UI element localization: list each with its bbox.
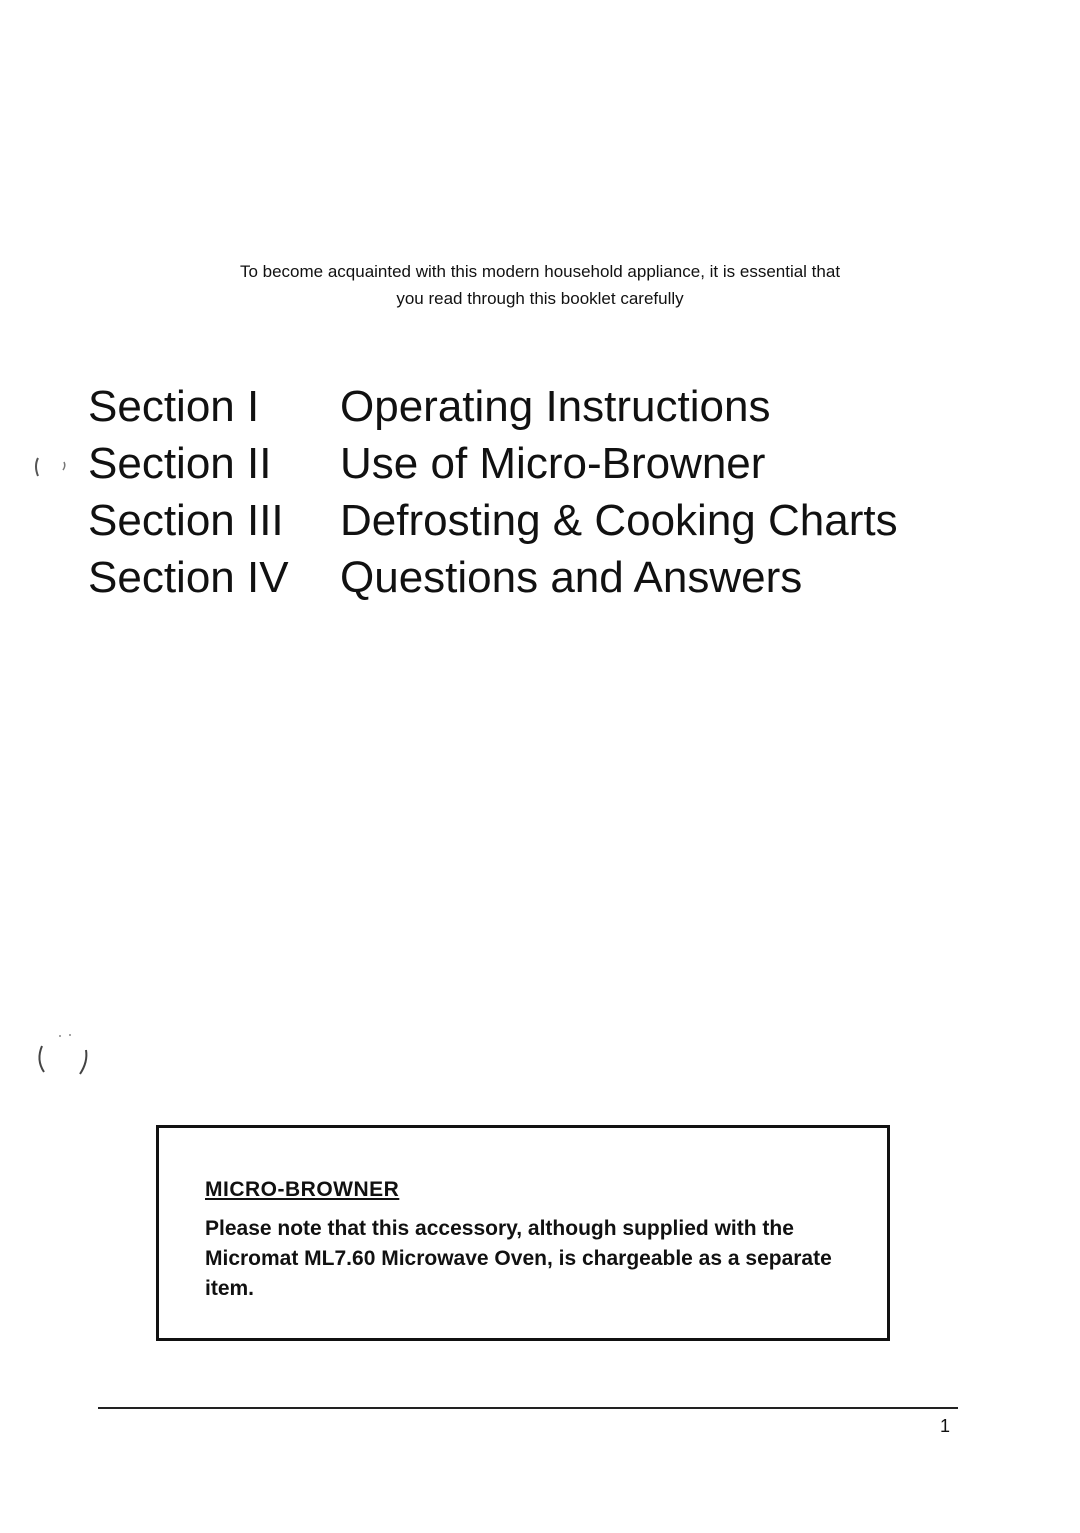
intro-line-2: you read through this booklet carefully	[396, 289, 684, 308]
notice-heading: MICRO-BROWNER	[205, 1178, 400, 1201]
section-number: Section IV	[88, 553, 289, 602]
punch-hole-mark-bottom	[30, 1032, 100, 1080]
section-list	[88, 378, 988, 606]
section-title: Questions and Answers	[340, 553, 803, 602]
page-number: 1	[940, 1416, 951, 1436]
notice-box	[156, 1125, 890, 1341]
section-number: Section II	[88, 439, 272, 488]
footer-divider	[98, 1407, 958, 1409]
intro-line-1: To become acquainted with this modern household appliance, it is essential that	[239, 262, 841, 281]
section-row-4	[88, 549, 988, 606]
section-row-2	[88, 435, 988, 492]
section-number: Section I	[88, 382, 260, 431]
section-row-3	[88, 492, 988, 549]
section-number: Section III	[88, 496, 284, 545]
section-title: Operating Instructions	[340, 382, 771, 431]
intro-text	[60, 258, 1020, 312]
notice-body: Please note that this accessory, although supplied with the Micromat ML7.60 Microwave Oven, is chargeable as a separate item.	[205, 1217, 832, 1300]
section-title: Defrosting & Cooking Charts	[340, 496, 898, 545]
punch-hole-mark-top	[30, 452, 70, 492]
section-title: Use of Micro-Browner	[340, 439, 766, 488]
section-row-1	[88, 378, 988, 435]
